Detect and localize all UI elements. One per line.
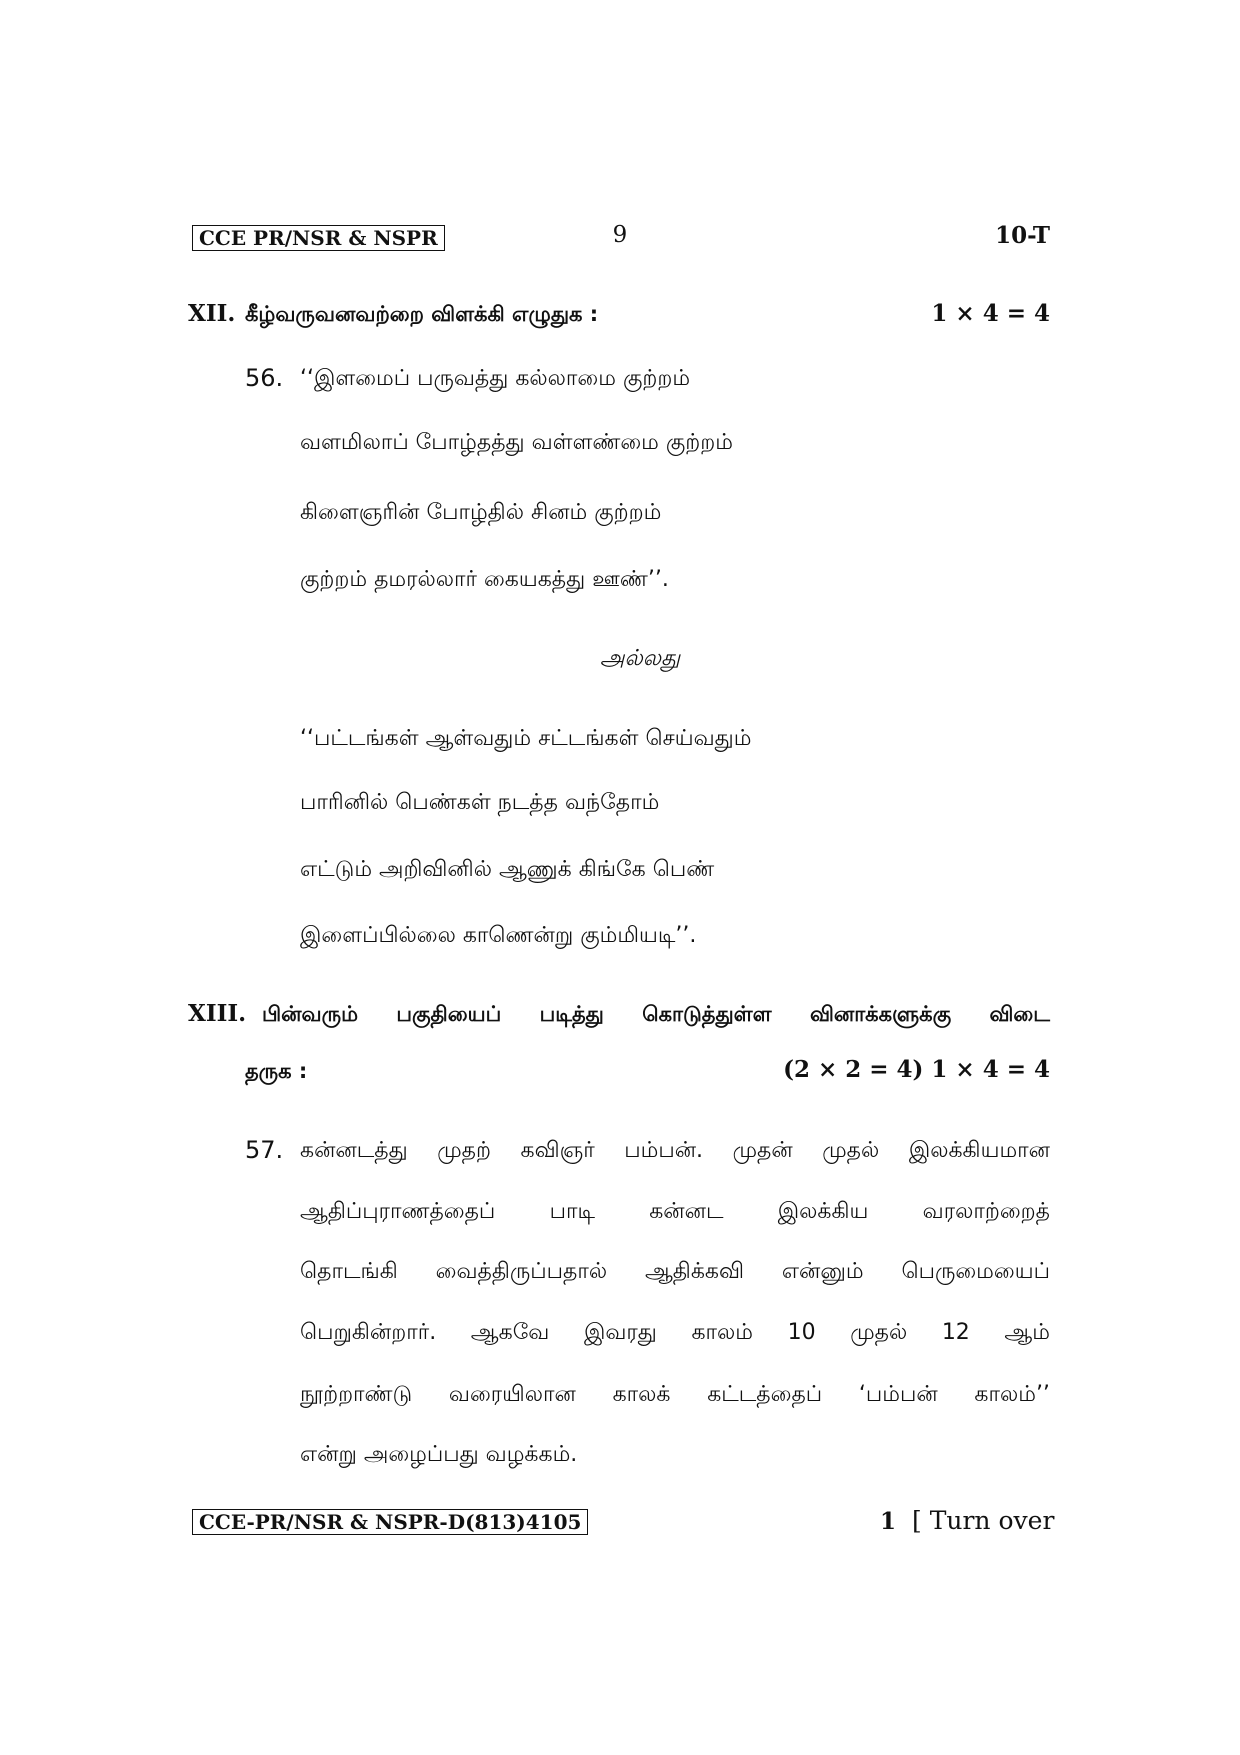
word: கன்னடத்து — [300, 1138, 408, 1163]
page-number: 9 — [612, 222, 628, 248]
word: இலக்கிய — [777, 1199, 869, 1224]
word: முதற் — [437, 1138, 491, 1163]
word: தொடங்கி — [300, 1259, 398, 1284]
word: காலக் — [612, 1382, 671, 1407]
poem-1-line: கிளைஞரின் போழ்தில் சினம் குற்றம் — [300, 500, 662, 525]
word: ஆகவே — [470, 1320, 550, 1345]
section12-number: XII. — [188, 300, 236, 327]
word: 12 — [941, 1320, 970, 1345]
poem-1-line: ‘‘இளமைப் பருவத்து கல்லாமை குற்றம் — [300, 366, 691, 391]
word: முதல் — [822, 1138, 880, 1163]
word: பம்பன். — [624, 1138, 704, 1163]
poem-2-line: பாரினில் பெண்கள் நடத்த வந்தோம் — [300, 790, 660, 815]
word: என்னும் — [781, 1259, 864, 1284]
or-separator: அல்லது — [600, 646, 681, 671]
word: இலக்கியமான — [908, 1138, 1050, 1163]
word: காலம் — [691, 1320, 753, 1345]
passage-line — [300, 1259, 1050, 1287]
passage-last-line: என்று அழைப்பது வழக்கம். — [300, 1442, 578, 1467]
poem-1-line: குற்றம் தமரல்லார் கையகத்து ஊண்’’. — [300, 567, 669, 592]
question-56-number: 56. — [245, 364, 284, 392]
section13-marks: (2 × 2 = 4) 1 × 4 = 4 — [783, 1056, 1050, 1083]
word: முதல் — [850, 1320, 908, 1345]
passage-line — [300, 1138, 1050, 1166]
title-word: பகுதியைப் — [396, 1002, 502, 1026]
word: நூற்றாண்டு — [300, 1382, 413, 1407]
title-word: விடை — [989, 1002, 1050, 1026]
title-word: பின்வரும் — [262, 1002, 358, 1026]
word: வரையிலான — [448, 1382, 576, 1407]
word: காலம்’’ — [974, 1382, 1050, 1407]
word: கட்டத்தைப் — [707, 1382, 823, 1407]
question-57-number: 57. — [245, 1136, 284, 1164]
word: வரலாற்றைத் — [922, 1199, 1050, 1224]
section12-marks: 1 × 4 = 4 — [931, 300, 1050, 327]
footer-page: 1 — [880, 1508, 897, 1535]
poem-1-line: வளமிலாப் போழ்தத்து வள்ளண்மை குற்றம் — [300, 430, 733, 455]
section12-title: கீழ்வருவனவற்றை விளக்கி எழுதுக : — [245, 302, 599, 326]
poem-2-line: ‘‘பட்டங்கள் ஆள்வதும் சட்டங்கள் செய்வதும் — [300, 726, 752, 751]
word: பெறுகின்றார். — [300, 1320, 437, 1345]
word: கன்னட — [649, 1199, 724, 1224]
word: இவரது — [583, 1320, 657, 1345]
paper-code: 10-T — [995, 222, 1050, 249]
footer-code-box: CCE-PR/NSR & NSPR-D(813)4105 — [192, 1509, 588, 1535]
turn-over-label: [ Turn over — [912, 1506, 1055, 1535]
passage-line — [300, 1199, 1050, 1227]
section13-number: XIII. — [188, 1000, 247, 1027]
title-word: வினாக்களுக்கு — [809, 1002, 952, 1026]
word: ஆதிப்புராணத்தைப் — [300, 1199, 496, 1224]
word: 10 — [787, 1320, 816, 1345]
word: ஆம் — [1004, 1320, 1050, 1345]
word: ஆதிக்கவி — [644, 1259, 744, 1284]
title-word: கொடுத்துள்ள — [642, 1002, 772, 1026]
section13-title-cont: தருக : — [245, 1059, 308, 1083]
word: முதன் — [732, 1138, 793, 1163]
passage-line — [300, 1320, 1050, 1348]
poem-2-line: இளைப்பில்லை காணென்று கும்மியடி’’. — [300, 923, 697, 948]
section13-title — [262, 1002, 1050, 1029]
word: பாடி — [549, 1199, 595, 1224]
word: கவிஞர் — [520, 1138, 595, 1163]
word: ‘பம்பன் — [858, 1382, 938, 1407]
poem-2-line: எட்டும் அறிவினில் ஆணுக் கிங்கே பெண் — [300, 857, 715, 882]
word: வைத்திருப்பதால் — [435, 1259, 608, 1284]
title-word: படித்து — [539, 1002, 604, 1026]
header-code-box: CCE PR/NSR & NSPR — [192, 225, 445, 251]
word: பெருமையைப் — [901, 1259, 1050, 1284]
passage-line — [300, 1382, 1050, 1410]
